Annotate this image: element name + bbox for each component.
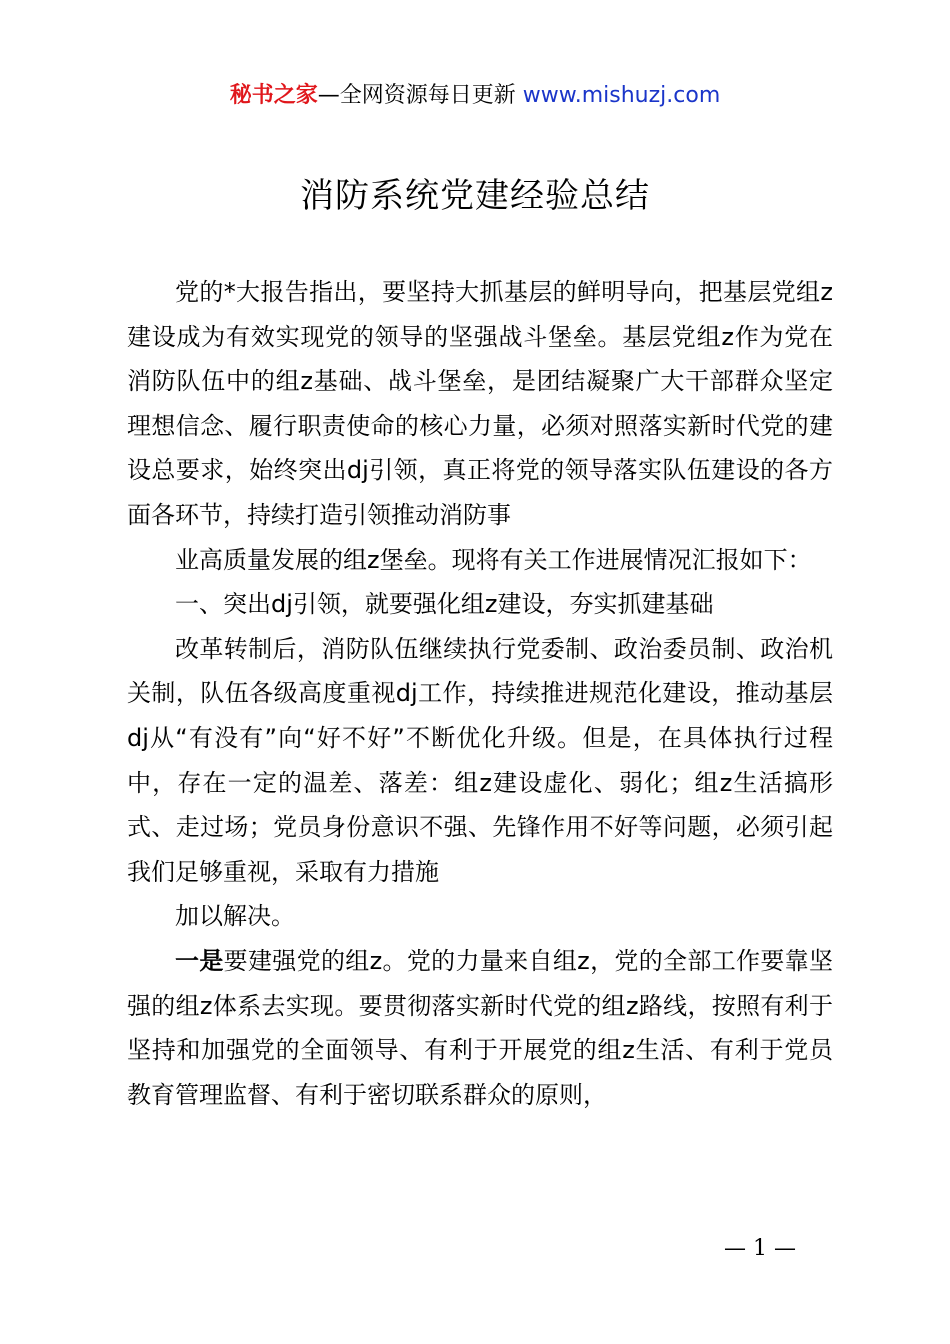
intro-paragraph-continued: 业高质量发展的组z堡垒。现将有关工作进展情况汇报如下： xyxy=(175,545,812,574)
site-header xyxy=(0,80,950,112)
section-heading: 一、突出dj引领，就要强化组z建设，夯实抓建基础 xyxy=(175,590,714,619)
brand-name: 秘书之家 xyxy=(229,83,318,108)
section-paragraph: 改革转制后，消防队伍继续执行党委制、政治委员制、政治机关制，队伍各级高度重视dj工作，持续推进规范化建设，推动基层dj从“有没有”向“好不好”不断优化升级。但是，在具体执行过程中，存在一定的温差、落差：组z建设虚化、弱化；组z生活搞形式、走过场；党员身份意识不强、先锋作用不好等问题，必须引起我们足够重视，采取有力措施 xyxy=(127,634,833,886)
page-number: — 1 — xyxy=(724,1236,796,1261)
document-title: 消防系统党建经验总结 xyxy=(300,176,650,216)
point-one-lead: 一是 xyxy=(175,946,224,975)
header-tagline: —全网资源每日更新 xyxy=(317,83,523,108)
intro-paragraph: 党的*大报告指出，要坚持大抓基层的鲜明导向，把基层党组z建设成为有效实现党的领导的坚强战斗堡垒。基层党组z作为党在消防队伍中的组z基础、战斗堡垒，是团结凝聚广大干部群众坚定理想信念、履行职责使命的核心力量，必须对照落实新时代党的建设总要求，始终突出dj引领，真正将党的领导落实队伍建设的各方面各环节，持续打造引领推动消防事 xyxy=(127,278,833,529)
site-url-link[interactable]: www.mishuzj.com xyxy=(522,83,721,108)
point-one-text: 要建强党的组z。党的力量来自组z，党的全部工作要靠坚强的组z体系去实现。要贯彻落实新时代党的组z路线，按照有利于坚持和加强党的全面领导、有利于开展党的组z生活、有利于党员教育管理监督、有利于密切联系群众的原则， xyxy=(127,946,833,1109)
section-paragraph-continued: 加以解决。 xyxy=(175,902,295,931)
document-body xyxy=(127,270,833,1117)
point-one-paragraph xyxy=(127,939,833,1117)
